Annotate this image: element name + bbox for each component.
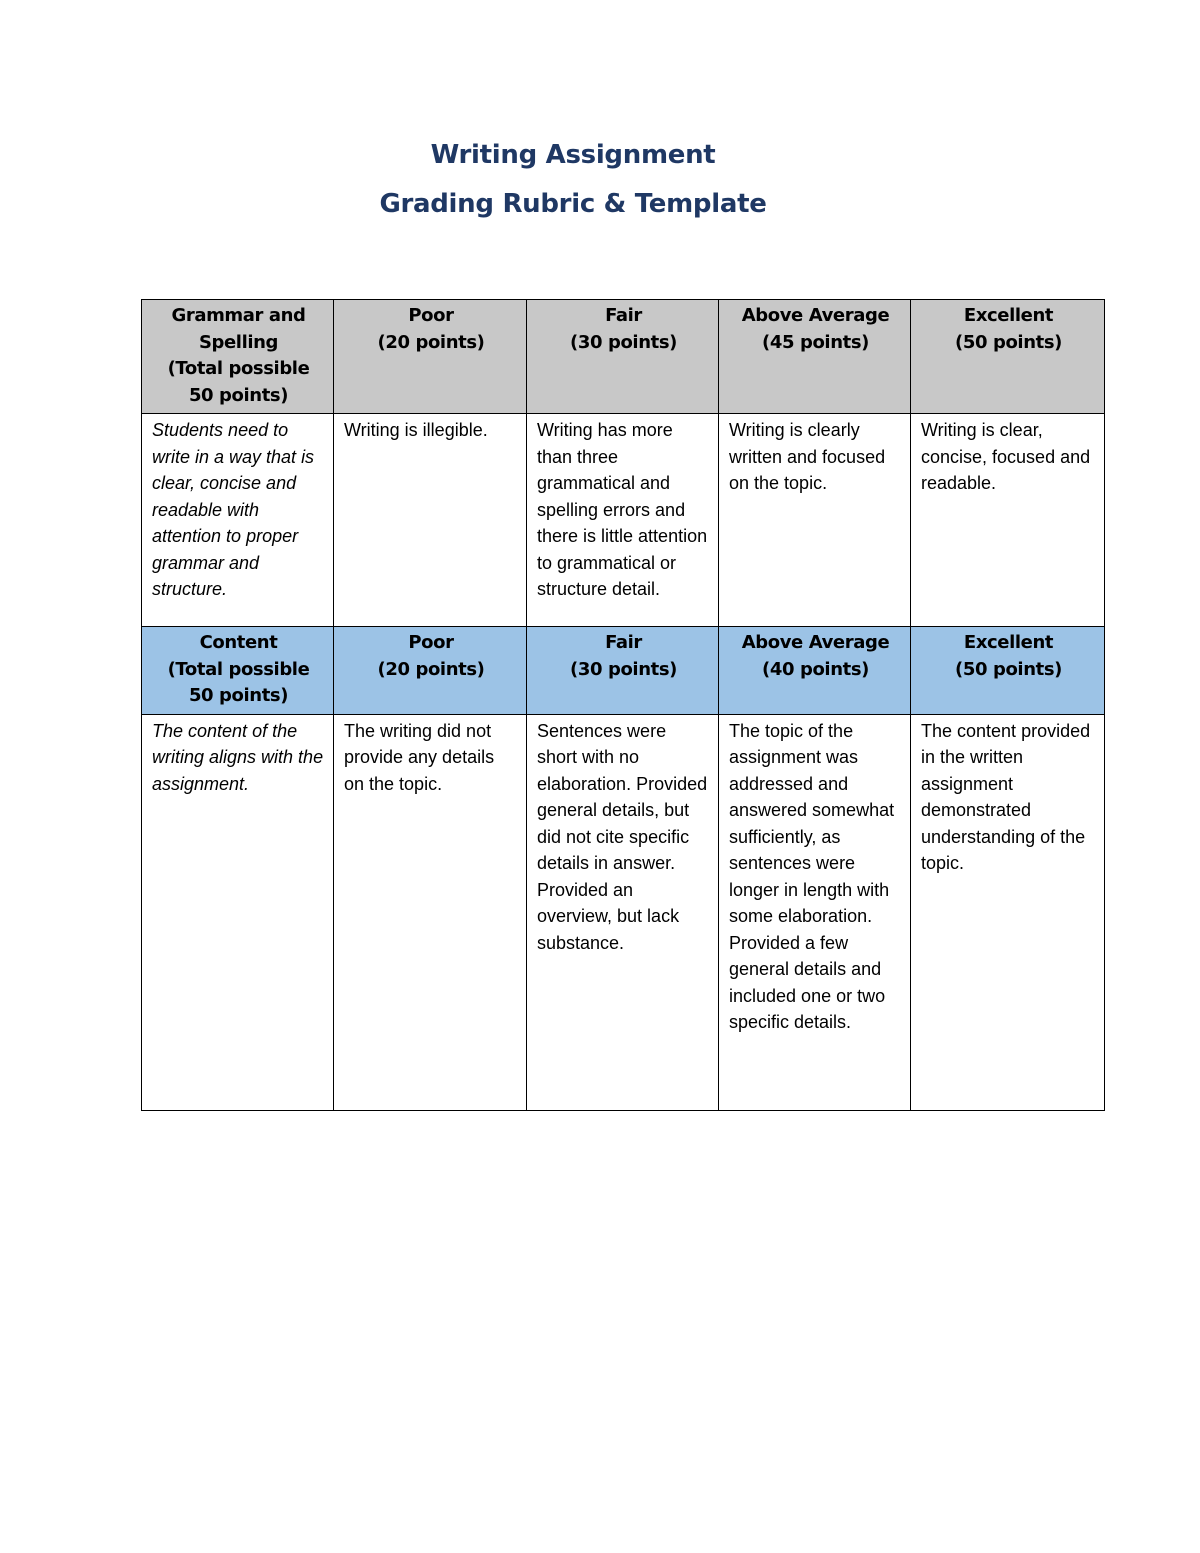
grammar-header-row [142,300,1105,414]
grammar-description: Students need to write in a way that is clear, concise and readable with attention to proper grammar and structure. [142,414,334,627]
level-name: Fair [605,305,642,326]
category-line: (Total possible [167,658,310,680]
grammar-criteria-row [142,414,1105,627]
grammar-criterion-fair: Writing has more than three grammatical and spelling errors and there is little attention to grammatical or structure detail. [527,414,719,627]
category-line: Grammar and [171,305,306,326]
category-line: Spelling [198,331,279,353]
content-category-header [142,627,334,715]
title-line-1: Writing Assignment [430,140,716,170]
level-points: (30 points) [570,658,677,680]
document-title [0,140,1146,220]
grammar-criterion-excellent: Writing is clear, concise, focused and readable. [911,414,1105,627]
content-criterion-above-average: The topic of the assignment was addressed and answered somewhat sufficiently, as sentences were longer in length with some elaboration. Provided a few general details and included one or two specific details. [719,714,911,1110]
level-points: (20 points) [377,331,485,353]
level-points: (30 points) [570,331,677,353]
grammar-level-poor [334,300,527,414]
content-criterion-poor: The writing did not provide any details on the topic. [334,714,527,1110]
title-line-2: Grading Rubric & Template [379,189,767,220]
level-name: Excellent [963,632,1054,653]
content-level-above-average [719,627,911,715]
level-points: (40 points) [762,658,869,680]
content-criteria-row [142,714,1105,1110]
grammar-level-fair [527,300,719,414]
grammar-criterion-poor: Writing is illegible. [334,414,527,627]
grammar-level-above-average [719,300,911,414]
category-line: 50 points) [188,384,289,406]
level-points: (20 points) [377,658,485,680]
content-criterion-fair: Sentences were short with no elaboration. Provided general details, but did not cite specific details in answer. Provided an overview, but lack substance. [527,714,719,1110]
grammar-criterion-above-average: Writing is clearly written and focused on the topic. [719,414,911,627]
level-name: Above Average [741,632,890,653]
level-name: Above Average [741,305,890,326]
category-line: (Total possible [167,358,310,379]
content-level-poor [334,627,527,715]
category-line: Content [199,632,278,653]
rubric-table [141,299,1105,1111]
level-name: Excellent [963,305,1054,326]
level-points: (50 points) [955,331,1062,353]
level-name: Poor [408,632,454,653]
content-header-row [142,627,1105,715]
grammar-level-excellent [911,300,1105,414]
level-name: Fair [605,632,642,653]
level-points: (45 points) [762,331,869,353]
level-points: (50 points) [955,658,1062,680]
content-level-excellent [911,627,1105,715]
content-description: The content of the writing aligns with the assignment. [142,714,334,1110]
category-line: 50 points) [188,685,289,706]
grammar-category-header [142,300,334,414]
content-criterion-excellent: The content provided in the written assignment demonstrated understanding of the topic. [911,714,1105,1110]
level-name: Poor [408,305,454,326]
content-level-fair [527,627,719,715]
